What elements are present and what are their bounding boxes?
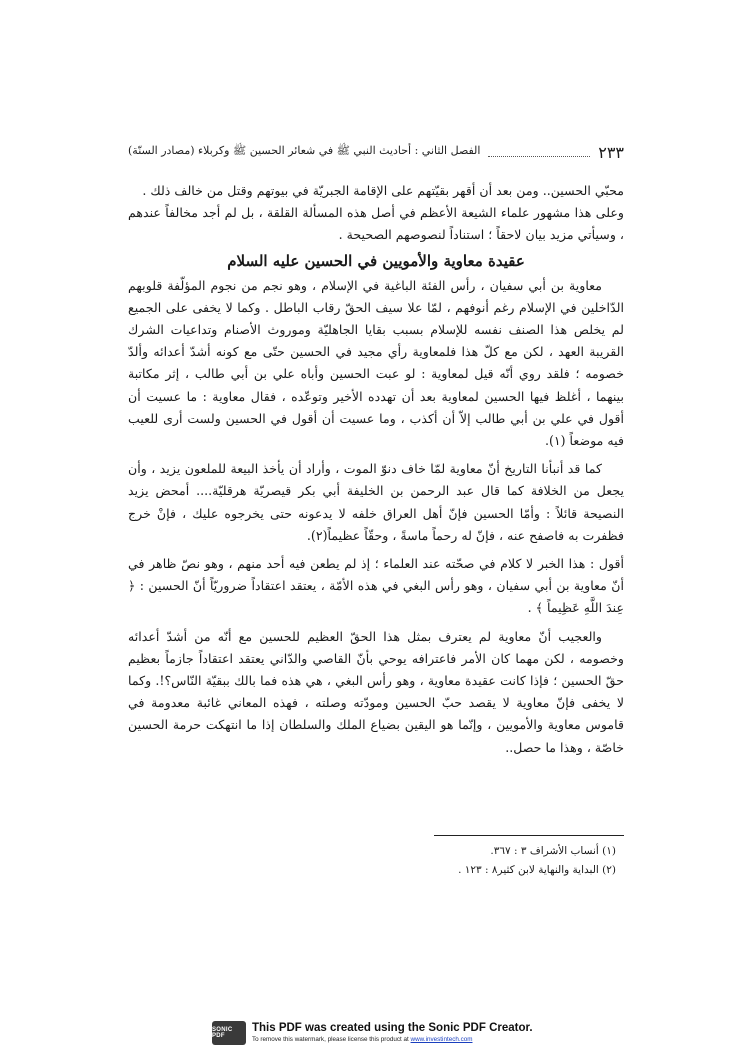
footnotes xyxy=(120,842,616,880)
footnote-divider xyxy=(434,835,624,836)
running-title: الفصل الثاني : أحاديث النبي ﷺ في شعائر الحسين ﷺ وكربلاء (مصادر السنّة) xyxy=(128,144,481,157)
page-header xyxy=(128,142,624,162)
watermark-sub-label: To remove this watermark, please license this product at xyxy=(252,1036,409,1043)
footnote-1: (١) أنساب الأشراف ٣ : ٣٦٧. xyxy=(490,845,616,857)
section-heading: عقيدة معاوية والأمويين في الحسين عليه السلام xyxy=(227,251,525,270)
pdf-watermark xyxy=(212,1020,542,1046)
paragraph-1: محبّي الحسين.. ومن بعد أن أقهر بقيّتهم على الإقامة الجبريّة في بيوتهم وقتل من خالف ذلك . xyxy=(142,183,624,198)
watermark-text xyxy=(252,1022,533,1044)
watermark-link[interactable]: www.investintech.com xyxy=(410,1036,473,1043)
paragraph-5: أقول : هذا الخبر لا كلام في صحّته عند العلماء ؛ إذ لم يطعن فيه أحد منهم ، وهو نصّ ظاهر في أنّ معاوية بن أبي سفيان ، وهو رأس البغي في هذه الأمّة ، يعتقد اعتقاداً ضروريّاً أنّ الحسين : ﴿ عِندَ اللَّهِ عَظِيماً ﴾ . xyxy=(128,556,624,616)
watermark-sub-text xyxy=(252,1035,533,1044)
body-text xyxy=(128,180,624,759)
footnote-2: (٢) البداية والنهاية لابن كثير٨ : ١٢٣ . xyxy=(458,864,616,876)
sonic-pdf-logo-icon: SONIC PDF xyxy=(212,1021,246,1045)
paragraph-2: وعلى هذا مشهور علماء الشيعة الأعظم في أصل هذه المسألة القلقة ، بل لم أجد مخالفاً عندهم ، وسيأتي مزيد بيان لاحقاً ؛ استناداً لنصوصهم الصحيحة . xyxy=(128,205,624,243)
watermark-main-text: This PDF was created using the Sonic PDF Creator. xyxy=(252,1022,533,1034)
header-dot-leader xyxy=(488,148,590,157)
paragraph-3: معاوية بن أبي سفيان ، رأس الفئة الباغية في الإسلام ، وهو نجم من نجوم المؤلّفة قلوبهم الدّاخلين في الإسلام رغم أنوفهم ، لمّا علا سيف الحقّ رقاب الباطل . وكما لا يخفى على الجميع لم يخلص هذا الصنف نفسه للإسلام بسبب بقايا الجاهليّة وموروث الأصنام وتداعيات الشرك القريبة العهد ، لكن مع كلّ هذا فلمعاوية رأي مجيد في الحسين حتّى مع كونه أشدّ أعدائه وألدّ خصومه ؛ فلقد روي أنّه قيل لمعاوية : لو عبت الحسين وأباه علي بن أبي طالب ، إثر مكاتبة بينهما ، أغلظ فيها الحسين لمعاوية بعد أن تهدده الأخير وتوعّده ، فقال معاوية : ما عسيت أن أقول في علي بن أبي طالب إلاّ أن أكذب ، وما عسيت أن أقول في الحسين ولست أرى للعيب فيه موضعاً (١). xyxy=(128,277,624,449)
paragraph-4: كما قد أنبأنا التاريخ أنّ معاوية لمّا خاف دنوّ الموت ، وأراد أن يأخذ البيعة للملعون يزيد ، وأن يجعل من الخلافة كما قال عبد الرحمن بن الخليفة أبي بكر قيصريّة هرقليّة.... أمحض يزيد النصيحة قائلاً : وأمّا الحسين فإنّ أهل العراق خلفه لا يدعونه حتى يخرجوه عليك ، فإنْ خرج فظفرت به فاصفح عنه ، فإنّ له رحماً ماسةً ، وحقّاً عظيماً(٢). xyxy=(128,461,624,543)
page-number: ٢٣٣ xyxy=(598,142,624,162)
paragraph-6: والعجيب أنّ معاوية لم يعترف بمثل هذا الحقّ العظيم للحسين مع أنّه من أشدّ أعدائه وخصومه ، لكن مهما كان الأمر فاعترافه يوحي بأنّ القاصي والدّاني يعتقد اعتقاداً جازماً بعظيم حقّ الحسين ؛ فإذا كانت عقيدة معاوية ، وهو رأس البغي ، هي هذه فما بالك ببقيّة النّاس؟!. وكما لا يخفى فإنّ معاوية لا يقصد حبّ الحسين ومودّته وصلته ، فهذه المعاني غائبة معدومة في قاموس معاوية والأمويين ، وإنّما هو اليقين بضياع الملك والسلطان إذا ما انتهكت حرمة الحسين خاصّة ، وهذا ما حصل.. xyxy=(128,628,624,755)
